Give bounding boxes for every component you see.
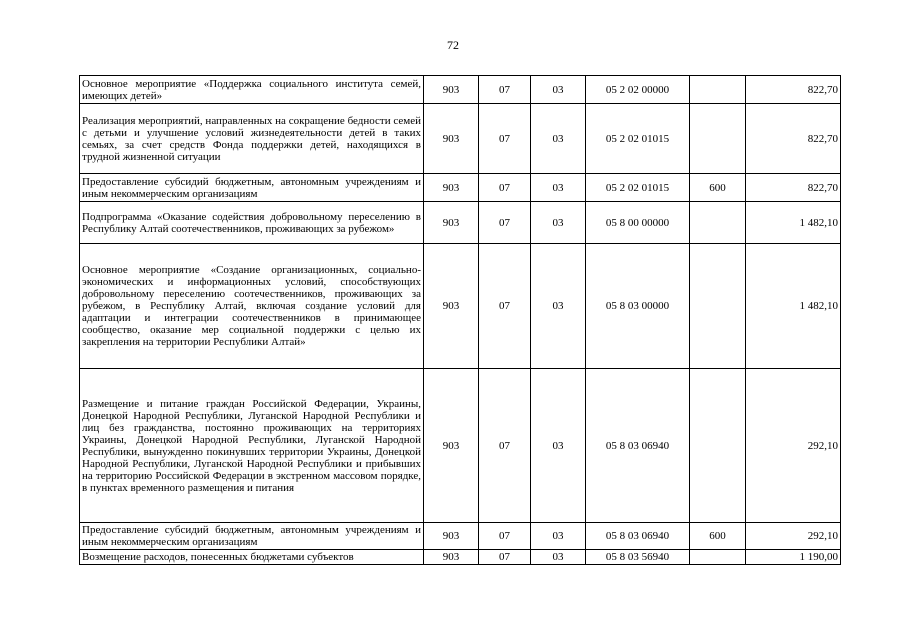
row-expense-type-code <box>690 202 746 244</box>
row-expense-type-code: 600 <box>690 523 746 550</box>
row-amount: 822,70 <box>746 174 841 202</box>
row-grbs-code: 903 <box>424 76 479 104</box>
row-section-code: 07 <box>479 523 531 550</box>
row-subsection-code: 03 <box>531 174 586 202</box>
row-subsection-code: 03 <box>531 523 586 550</box>
row-description: Предоставление субсидий бюджетным, автономным учреждениям и иным некоммерческим организациям <box>80 523 424 550</box>
row-target-article-code: 05 2 02 00000 <box>586 76 690 104</box>
row-description: Возмещение расходов, понесенных бюджетами субъектов <box>80 550 424 565</box>
row-subsection-code: 03 <box>531 244 586 369</box>
table-row <box>80 174 841 202</box>
row-description: Реализация мероприятий, направленных на сокращение бедности семей с детьми и улучшение условий жизнедеятельности детей в таких семьях, за счет средств Фонда поддержки детей, находящихся в трудной жизненной ситуации <box>80 104 424 174</box>
row-section-code: 07 <box>479 550 531 565</box>
row-target-article-code: 05 8 03 06940 <box>586 523 690 550</box>
table-row <box>80 523 841 550</box>
table-body <box>80 76 841 565</box>
row-section-code: 07 <box>479 76 531 104</box>
row-section-code: 07 <box>479 104 531 174</box>
row-target-article-code: 05 2 02 01015 <box>586 104 690 174</box>
row-grbs-code: 903 <box>424 202 479 244</box>
row-description: Подпрограмма «Оказание содействия добровольному переселению в Республику Алтай соотечественников, проживающих за рубежом» <box>80 202 424 244</box>
row-amount: 1 482,10 <box>746 244 841 369</box>
table-row <box>80 202 841 244</box>
page-number: 72 <box>447 38 459 52</box>
row-subsection-code: 03 <box>531 202 586 244</box>
row-grbs-code: 903 <box>424 369 479 523</box>
row-grbs-code: 903 <box>424 174 479 202</box>
row-description: Предоставление субсидий бюджетным, автономным учреждениям и иным некоммерческим организациям <box>80 174 424 202</box>
row-grbs-code: 903 <box>424 244 479 369</box>
row-description: Основное мероприятие «Поддержка социального института семей, имеющих детей» <box>80 76 424 104</box>
row-amount: 822,70 <box>746 76 841 104</box>
row-grbs-code: 903 <box>424 523 479 550</box>
row-section-code: 07 <box>479 244 531 369</box>
row-amount: 292,10 <box>746 369 841 523</box>
row-grbs-code: 903 <box>424 104 479 174</box>
row-section-code: 07 <box>479 174 531 202</box>
table-row <box>80 76 841 104</box>
row-amount: 292,10 <box>746 523 841 550</box>
row-expense-type-code <box>690 244 746 369</box>
row-amount: 822,70 <box>746 104 841 174</box>
table-row <box>80 369 841 523</box>
row-description: Основное мероприятие «Создание организационных, социально-экономических и информационных условий, способствующих добровольному переселению соотечественников, проживающих за рубежом, в Республику Алтай, включая создание условий для адаптации и интеграции соотечественников в принимающее сообщество, оказание мер социальной поддержки с целью их закрепления на территории Республики Алтай» <box>80 244 424 369</box>
row-subsection-code: 03 <box>531 104 586 174</box>
row-description: Размещение и питание граждан Российской Федерации, Украины, Донецкой Народной Республики, Луганской Народной Республики и лиц без гражданства, постоянно проживающих на территориях Украины, Донецкой Народной Республики, Луганской Народной Республики, вынужденно покинувших территории Украины, Донецкой Народной Республики, Луганской Народной Республики и прибывших на территорию Российской Федерации в экстренном массовом порядке, в пунктах временного размещения и питания <box>80 369 424 523</box>
table-row <box>80 104 841 174</box>
row-expense-type-code <box>690 369 746 523</box>
row-expense-type-code <box>690 76 746 104</box>
row-grbs-code: 903 <box>424 550 479 565</box>
row-target-article-code: 05 8 03 56940 <box>586 550 690 565</box>
table-row <box>80 244 841 369</box>
row-section-code: 07 <box>479 369 531 523</box>
row-section-code: 07 <box>479 202 531 244</box>
row-subsection-code: 03 <box>531 369 586 523</box>
row-amount: 1 190,00 <box>746 550 841 565</box>
row-subsection-code: 03 <box>531 76 586 104</box>
row-amount: 1 482,10 <box>746 202 841 244</box>
row-target-article-code: 05 8 03 00000 <box>586 244 690 369</box>
row-expense-type-code: 600 <box>690 174 746 202</box>
row-target-article-code: 05 2 02 01015 <box>586 174 690 202</box>
table-row <box>80 550 841 565</box>
row-expense-type-code <box>690 104 746 174</box>
row-target-article-code: 05 8 03 06940 <box>586 369 690 523</box>
row-expense-type-code <box>690 550 746 565</box>
row-target-article-code: 05 8 00 00000 <box>586 202 690 244</box>
row-subsection-code: 03 <box>531 550 586 565</box>
budget-table <box>79 75 841 565</box>
